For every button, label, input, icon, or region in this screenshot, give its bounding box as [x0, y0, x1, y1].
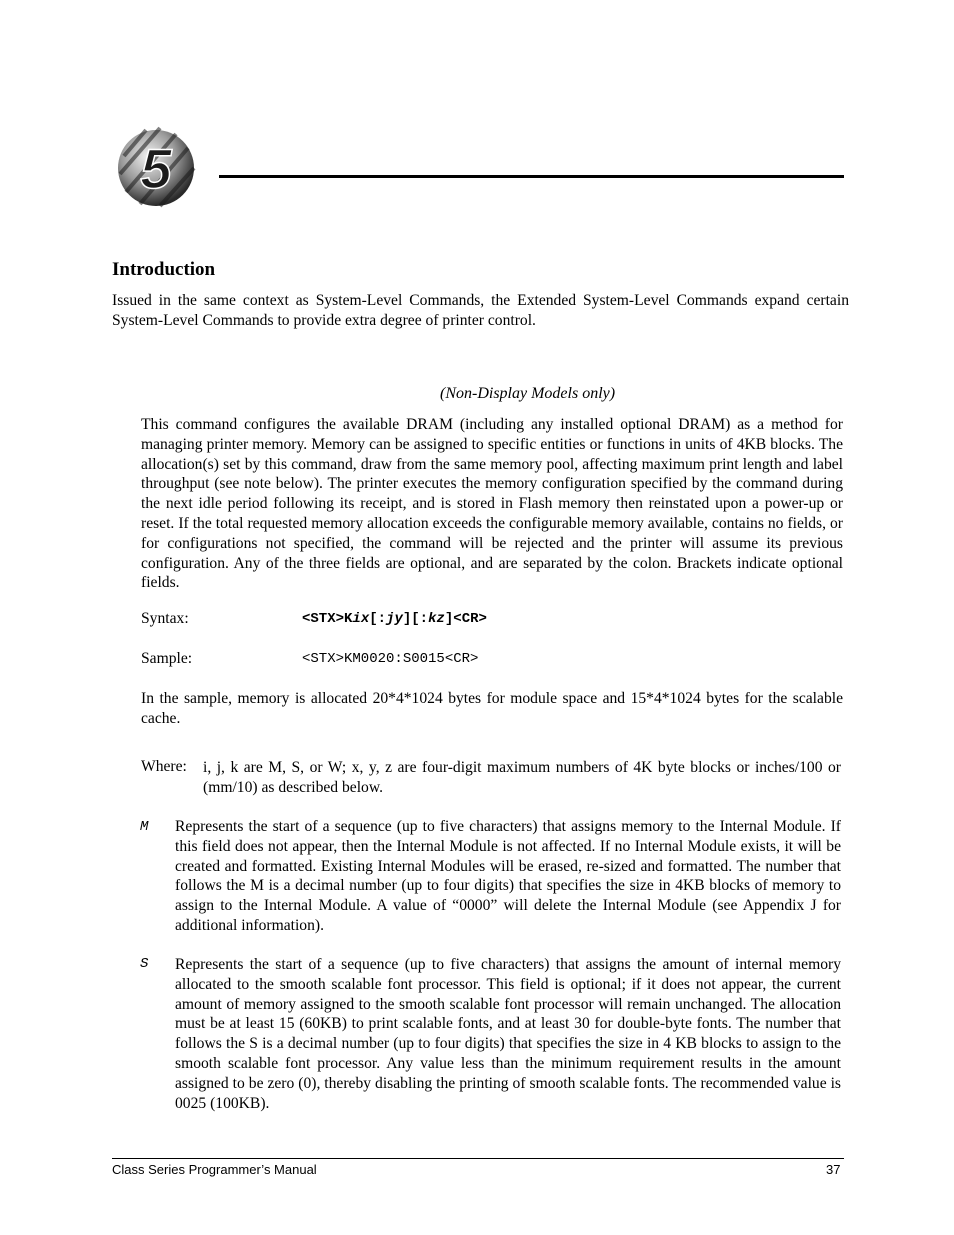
syntax-label: Syntax: [141, 610, 189, 627]
chapter-number: 5 [140, 137, 172, 200]
footer-manual-title: Class Series Programmer’s Manual [112, 1162, 317, 1177]
footer-rule [112, 1158, 844, 1159]
sample-explanation: In the sample, memory is allocated 20*4*1024 bytes for module space and 15*4*1024 bytes for the scalable cache. [141, 690, 843, 727]
intro-paragraph: Issued in the same context as System-Level Commands, the Extended System-Level Commands expand certain System-Level Commands to provide extra degree of printer control. [112, 292, 849, 329]
chapter-badge-graphic [116, 126, 196, 208]
syntax-part: ix [352, 611, 370, 627]
syntax-part: [: [369, 611, 387, 627]
definition-text-s: Represents the start of a sequence (up to five characters) that assigns the amount of internal memory allocated to the smooth scalable font processor. This field is optional; if it does not appear, the current amount of memory assigned to the smooth scalable font processor will remain unchanged. The allocation must be at least 15 (60KB) to print scalable fonts, and at least 30 for double-byte fonts. The number that follows the S is a decimal number (up to four digits) that specifies the size in 4 KB blocks to assign to the smooth scalable font processor. Any value less than the minimum requirement results in the amount assigned to be zero (0), thereby disabling the printing of smooth scalable fonts. The recommended value is 0025 (100KB). [175, 956, 841, 1112]
chapter-number-badge [116, 126, 196, 208]
syntax-part: kz [428, 611, 445, 627]
footer-page-number: 37 [826, 1162, 841, 1177]
command-subtitle: (Non-Display Models only) [440, 385, 616, 402]
section-heading: Introduction [112, 259, 216, 280]
syntax-part: ]<CR> [444, 611, 487, 627]
syntax-part: <STX>K [302, 611, 353, 627]
chapter-rule [219, 175, 844, 178]
sample-label: Sample: [141, 650, 193, 667]
command-description: This command configures the available DRAM (including any installed optional DRAM) as a method for managing printer memory. Memory can be assigned to specific entities or functions in units of 4KB blocks. The allocation(s) set by this command, draw from the same memory pool, affecting maximum print length and label throughput (see note below). The printer executes the memory configuration specified by the command during the next idle period following its receipt, and is stored in Flash memory then reinstated upon a power-up or reset. If the total requested memory allocation exceeds the configurable memory available, contains no fields, or for configurations not specified, the command will be rejected and the printer will assume its previous configuration. Any of the three fields are optional, and are separated by the colon. Brackets indicate optional fields. [141, 416, 843, 592]
syntax-part: ][: [402, 611, 429, 627]
syntax-part: jy [386, 611, 403, 627]
syntax-value [302, 611, 487, 627]
sample-value: <STX>KM0020:S0015<CR> [302, 651, 479, 667]
definition-term-s: S [140, 956, 149, 972]
definition-text-m: Represents the start of a sequence (up to five characters) that assigns memory to the Internal Module. If this field does not appear, then the Internal Module is not affected. If no Internal Module exists, it will be created and formatted. Existing Internal Modules will be erased, re-sized and formatted. The number that follows the M is a decimal number (up to four digits) that specifies the size in 4KB blocks of memory to assign to the Internal Module. A value of “0000” will delete the Internal Module (see Appendix J for additional information). [175, 818, 841, 934]
where-text: i, j, k are M, S, or W; x, y, z are four-digit maximum numbers of 4K byte blocks or inches/100 or (mm/10) as described below. [203, 759, 841, 796]
definition-term-m: M [140, 819, 149, 835]
where-label: Where: [141, 758, 187, 775]
